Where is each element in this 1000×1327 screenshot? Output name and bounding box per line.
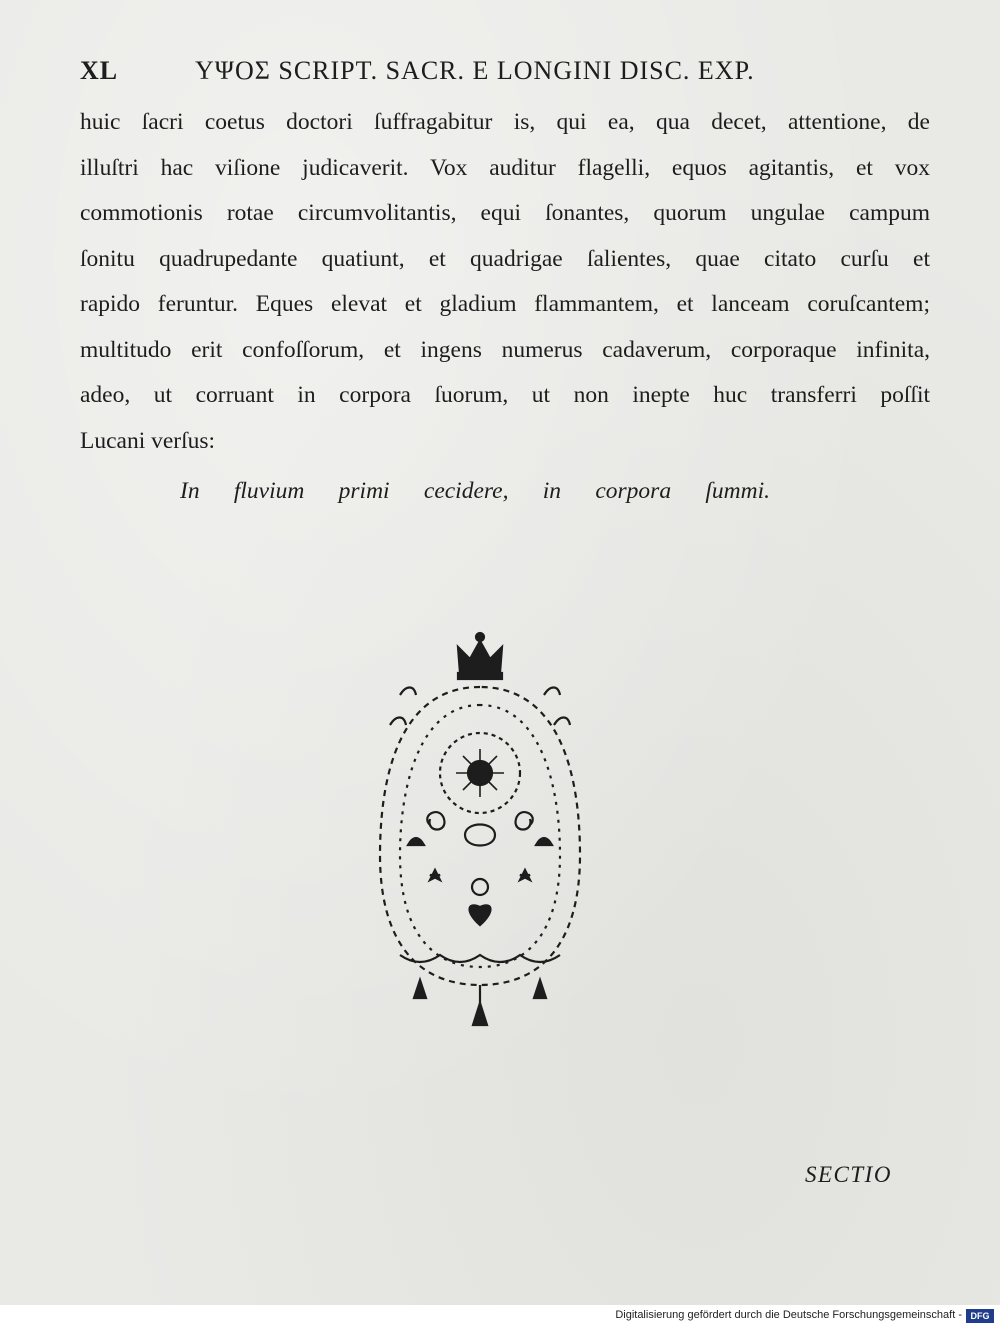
body-text — [80, 100, 930, 464]
text-line: Lucani verſus: — [80, 427, 216, 454]
footer-credit: Digitalisierung gefördert durch die Deutsche Forschungsgemeinschaft - — [615, 1309, 962, 1321]
text-line: rapido feruntur. Eques elevat et gladium flammantem, et lanceam coruſcantem; — [80, 291, 930, 317]
text-line: illuſtri hac viſione judicaverit. Vox auditur flagelli, equos agitantis, et vox — [80, 154, 930, 181]
verse-quote: In fluvium primi cecidere, in corpora ſummi. — [180, 478, 770, 504]
running-title: ΥΨΟΣ SCRIPT. SACR. E LONGINI DISC. EXP. — [195, 56, 755, 85]
text-line: commotionis rotae circumvolitantis, equi ſonantes, quorum ungulae campum — [80, 200, 930, 226]
text-line: ſonitu quadrupedante quatiunt, et quadrigae ſalientes, quae citato curſu et — [80, 245, 930, 272]
text-line: adeo, ut corruant in corpora ſuorum, ut non inepte huc transferri poſſit — [80, 382, 930, 408]
text-line: huic ſacri coetus doctori ſuffragabitur is, qui ea, qua decet, attentione, de — [80, 109, 930, 135]
page-number: XL — [80, 56, 119, 85]
dfg-logo-icon: DFG — [966, 1309, 994, 1323]
running-head — [80, 56, 930, 92]
catchword: SECTIO — [805, 1162, 892, 1187]
crowned-vignette-icon — [360, 625, 600, 1045]
digitization-footer — [0, 1305, 1000, 1327]
text-line: multitudo erit confoſſorum, et ingens numerus cadaverum, corporaque infinita, — [80, 336, 930, 363]
